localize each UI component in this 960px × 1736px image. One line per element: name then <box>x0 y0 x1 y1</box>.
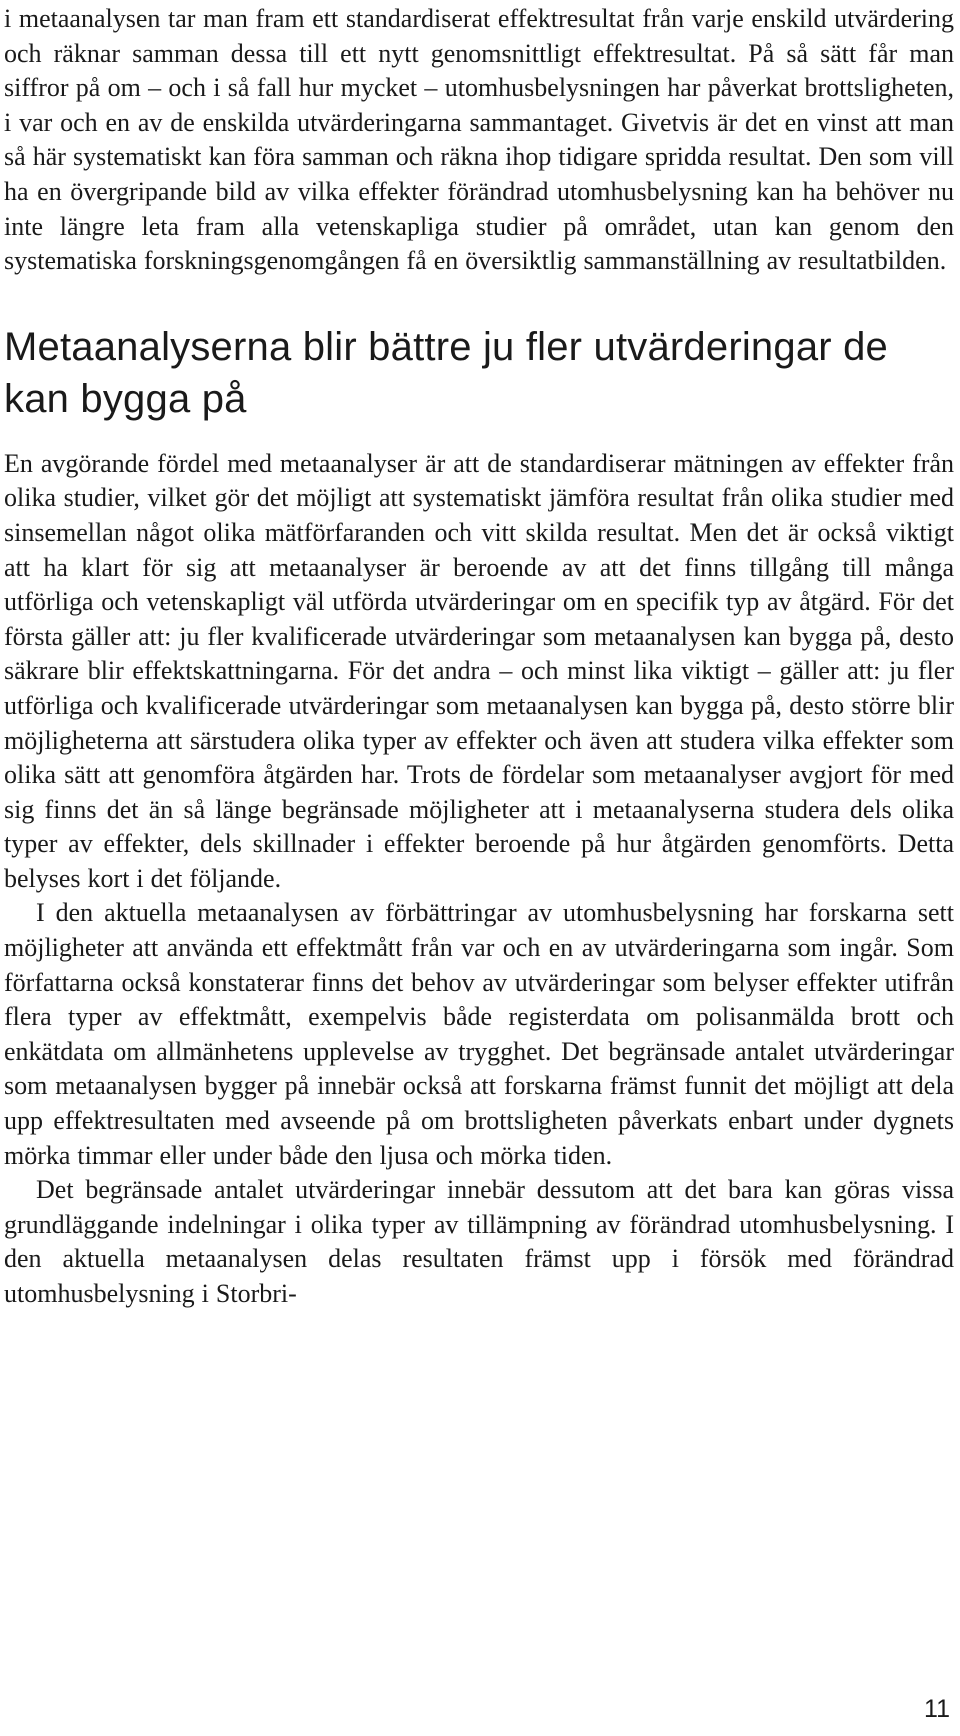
body-paragraph-2: I den aktuella metaanalysen av förbättringar av utomhusbelysning har forskarna sett möjligheter att använda ett effektmått från var och en av utvärderingarna som ingår. Som författarna också konstaterar finns det behov av utvärderingar som belyser effekter utifrån flera typer av effektmått, exempelvis både registerdata om polisanmälda brott och enkätdata om allmänhetens upplevelse av trygghet. Det begränsade antalet utvärderingar som metaanalysen bygger på innebär också att forskarna främst funnit det möjligt att dela upp effektresultaten med avseende på om brottsligheten påverkats enbart under dygnets mörka timmar eller under både den ljusa och mörka tiden. <box>4 898 954 1170</box>
page-number: 11 <box>924 1695 950 1723</box>
document-page <box>4 0 954 1312</box>
intro-paragraph: i metaanalysen tar man fram ett standardiserat effektresultat från varje enskild utvärdering och räknar samman dessa till ett nytt genomsnittligt effektresultat. På så sätt får man siffror på om – och i så fall hur mycket – utomhusbelysningen har påverkat brottsligheten, i var och en av de enskilda utvärderingarna sammantaget. Givetvis är det en vinst att man så här systematiskt kan föra samman och räkna ihop tidigare spridda resultat. Den som vill ha en övergripande bild av vilka effekter förändrad utomhusbelysning kan ha behöver nu inte längre leta fram alla vetenskapliga studier på området, utan kan genom den systematiska forskningsgenomgången få en översiktlig sammanställning av resultatbilden. <box>4 4 954 276</box>
body-paragraph-1: En avgörande fördel med metaanalyser är att de standardiserar mätningen av effekter från olika studier, vilket gör det möjligt att systematiskt jämföra resultat från olika studier med sinsemellan något olika mätförfaranden och vitt skilda resultat. Men det är också viktigt att ha klart för sig att metaanalyser är beroende av att det finns tillgång till många utförliga och vetenskapligt väl utförda utvärderingar om en specifik typ av åtgärd. För det första gäller att: ju fler kvalificerade utvärderingar som metaanalysen kan bygga på, desto säkrare blir effektskattningarna. För det andra – och minst lika viktigt – gäller att: ju fler utförliga och kvalificerade utvärderingar som metaanalysen kan bygga på, desto större blir möjligheterna att särstudera olika typer av effekter och även att studera vilka effekter som olika sätt att genomföra åtgärden har. Trots de fördelar som metaanalyser avgjort för med sig finns det än så länge begränsade möjligheter att i metaanalyserna studera dels olika typer av effekter, dels skillnader i effekter beroende på hur åtgärden genomförts. Detta belyses kort i det följande. <box>4 448 954 893</box>
section-heading: Metaanalyserna blir bättre ju fler utvärderingar de kan bygga på <box>4 324 888 421</box>
body-paragraph-3: Det begränsade antalet utvärderingar innebär dessutom att det bara kan göras vissa grundläggande indelningar i olika typer av tillämpning av förändrad utomhusbelysning. I den aktuella metaanalysen delas resultaten främst upp i försök med förändrad utomhusbelysning i Storbri- <box>4 1175 954 1308</box>
